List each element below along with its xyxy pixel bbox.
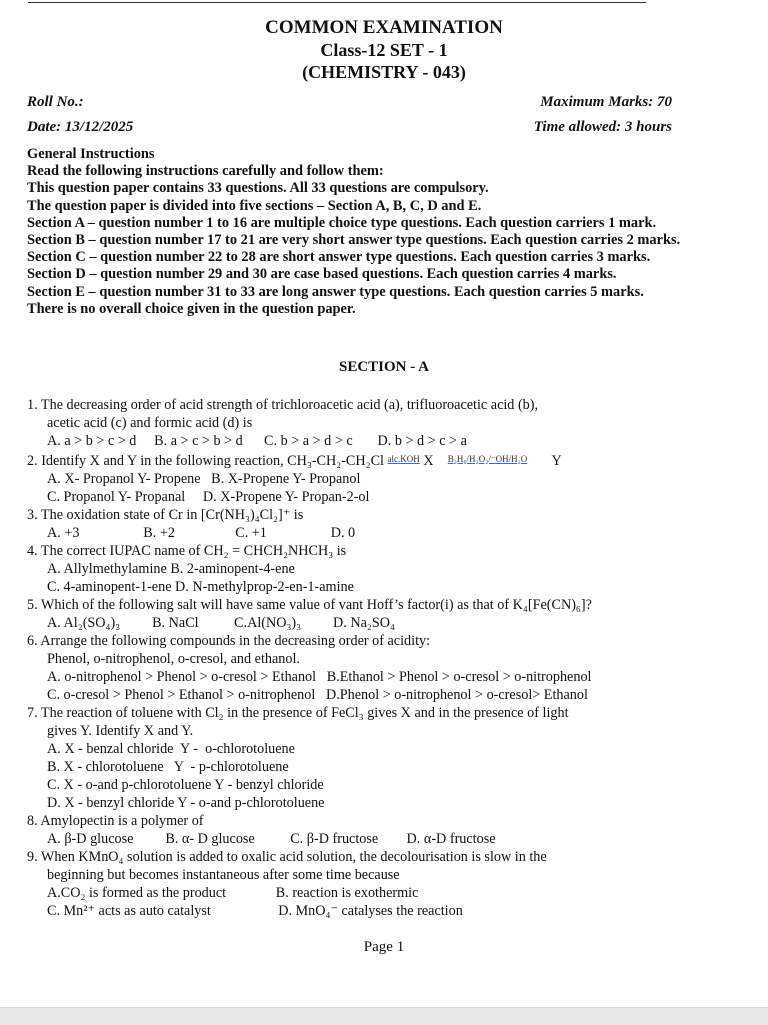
question-option-c: C. X - o-and p-chlorotoluene Y - benzyl chloride bbox=[47, 777, 324, 793]
question-options: A. a > b > c > d B. a > c > b > d C. b > a > d > c D. b > d > c > a bbox=[47, 433, 467, 449]
class-set: Class-12 SET - 1 bbox=[320, 40, 448, 60]
question-6 bbox=[27, 632, 727, 704]
question-options: A. β-D glucose B. α- D glucose C. β-D fructose D. α-D fructose bbox=[47, 831, 496, 847]
question-stem: 6. Arrange the following compounds in the decreasing order of acidity: bbox=[27, 633, 431, 649]
instruction-line: Read the following instructions carefully and follow them: bbox=[27, 163, 384, 180]
instruction-line: Section E – question number 31 to 33 are long answer type questions. Each question carries 5 marks. bbox=[27, 283, 644, 300]
question-4 bbox=[27, 542, 727, 596]
question-list bbox=[27, 396, 727, 920]
instruction-line: Section A – question number 1 to 16 are multiple choice type questions. Each question carriers 1 mark. bbox=[27, 214, 657, 231]
maximum-marks: Maximum Marks: 70 bbox=[540, 94, 672, 110]
question-stem-continued: acetic acid (c) and formic acid (d) is bbox=[47, 415, 253, 431]
exam-header bbox=[0, 17, 768, 83]
question-options: C. Propanol Y- Propanal D. X-Propene Y- Propan-2-ol bbox=[47, 489, 370, 505]
question-8 bbox=[27, 812, 727, 848]
question-5 bbox=[27, 596, 727, 632]
question-stem-row bbox=[27, 450, 727, 470]
exam-title: COMMON EXAMINATION bbox=[265, 17, 503, 38]
question-stem: 5. Which of the following salt will have same value of vant Hoff’s factor(i) as that of K₄[Fe(CN)₆]? bbox=[27, 597, 592, 613]
question-options: A.CO₂ is formed as the product B. reaction is exothermic bbox=[47, 885, 419, 901]
instruction-line: Section D – question number 29 and 30 are case based questions. Each question carries 4 marks. bbox=[27, 266, 617, 283]
instruction-line: The question paper is divided into five sections – Section A, B, C, D and E. bbox=[27, 197, 482, 214]
instruction-line: Section C – question number 22 to 28 are short answer type questions. Each question carries 3 marks. bbox=[27, 249, 651, 266]
question-stem: 7. The reaction of toluene with Cl₂ in the presence of FeCl₃ gives X and in the presence of light bbox=[27, 705, 569, 721]
question-stem: 1. The decreasing order of acid strength of trichloroacetic acid (a), trifluoroacetic acid (b), bbox=[27, 397, 539, 413]
subject-code: (CHEMISTRY - 043) bbox=[302, 62, 466, 82]
question-options: A. Al₂(SO₄)₃ B. NaCl C.Al(NO₃)₃ D. Na₂SO₄ bbox=[47, 615, 395, 631]
question-options: A. Allylmethylamine B. 2-aminopent-4-ene bbox=[47, 561, 295, 577]
question-options: A. X- Propanol Y- Propene B. X-Propene Y- Propanol bbox=[47, 471, 361, 487]
instruction-line: There is no overall choice given in the question paper. bbox=[27, 300, 356, 317]
question-stem: 4. The correct IUPAC name of CH₂ = CHCH₂NHCH₃ is bbox=[27, 543, 347, 559]
reagent-arrow-1: alc.KOH bbox=[387, 454, 420, 464]
general-instructions bbox=[27, 146, 757, 318]
question-3 bbox=[27, 506, 727, 542]
question-stem-continued: Phenol, o-nitrophenol, o-cresol, and ethanol. bbox=[47, 651, 300, 667]
bottom-scroll-strip bbox=[0, 1007, 768, 1025]
question-options: C. o-cresol > Phenol > Ethanol > o-nitrophenol D.Phenol > o-nitrophenol > o-cresol> Ethanol bbox=[47, 687, 588, 703]
question-7 bbox=[27, 704, 727, 812]
question-option-a: A. X - benzal chloride Y - o-chlorotoluene bbox=[47, 741, 295, 757]
reagent-arrow-2: B₂H₆/H₂O₂/⁻OH/H₂O bbox=[447, 454, 528, 464]
section-a-title: SECTION - A bbox=[338, 359, 430, 375]
top-rule bbox=[28, 2, 646, 3]
product-y: Y bbox=[551, 453, 562, 469]
page-number: Page 1 bbox=[363, 939, 405, 955]
instruction-line: General Instructions bbox=[27, 146, 155, 162]
question-stem: 8. Amylopectin is a polymer of bbox=[27, 813, 204, 829]
question-1 bbox=[27, 396, 727, 450]
question-9 bbox=[27, 848, 727, 920]
question-options: C. Mn²⁺ acts as auto catalyst D. MnO₄⁻ catalyses the reaction bbox=[47, 903, 463, 919]
question-stem: 2. Identify X and Y in the following reaction, CH₃-CH₂-CH₂Cl bbox=[27, 453, 384, 469]
question-stem: 3. The oxidation state of Cr in [Cr(NH₃)₄Cl₂]⁺ is bbox=[27, 507, 304, 523]
time-allowed: Time allowed: 3 hours bbox=[533, 119, 672, 135]
product-x: X bbox=[423, 453, 434, 469]
question-options: C. 4-aminopent-1-ene D. N-methylprop-2-en-1-amine bbox=[47, 579, 354, 595]
question-2 bbox=[27, 450, 727, 506]
question-stem: 9. When KMnO₄ solution is added to oxalic acid solution, the decolourisation is slow in the bbox=[27, 849, 547, 865]
instruction-line: Section B – question number 17 to 21 are very short answer type questions. Each question carries 2 marks. bbox=[27, 232, 681, 249]
exam-date: Date: 13/12/2025 bbox=[27, 119, 134, 135]
roll-number: Roll No.: bbox=[27, 94, 84, 110]
question-option-d: D. X - benzyl chloride Y - o-and p-chlorotoluene bbox=[47, 795, 325, 811]
question-option-b: B. X - chlorotoluene Y - p-chlorotoluene bbox=[47, 759, 289, 775]
question-stem-continued: beginning but becomes instantaneous after some time because bbox=[47, 867, 400, 883]
instruction-line: This question paper contains 33 questions. All 33 questions are compulsory. bbox=[27, 180, 489, 197]
question-options: A. +3 B. +2 C. +1 D. 0 bbox=[47, 525, 356, 541]
question-options: A. o-nitrophenol > Phenol > o-cresol > Ethanol B.Ethanol > Phenol > o-cresol > o-nitrophenol bbox=[47, 669, 592, 685]
question-stem-continued: gives Y. Identify X and Y. bbox=[47, 723, 194, 739]
